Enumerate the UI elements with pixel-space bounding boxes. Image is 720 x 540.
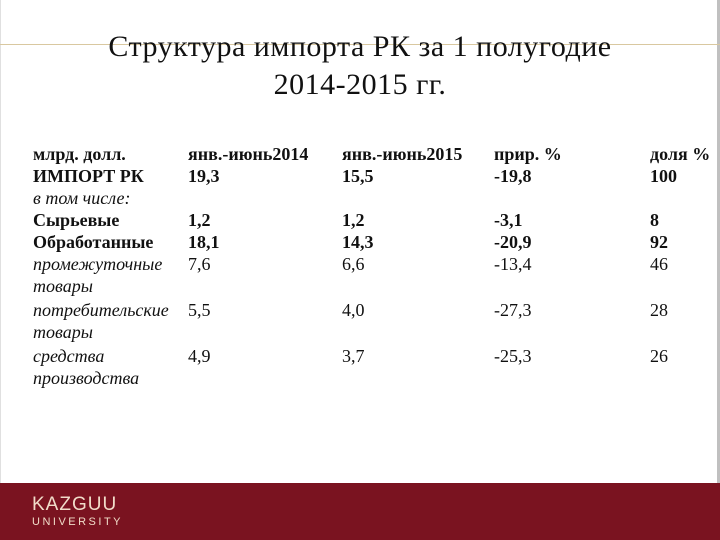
value-2015: 6,6 [342,254,365,274]
header-growth: прир. % [494,144,562,164]
table-row-total [33,165,720,187]
row-label: в том числе: [33,188,131,208]
import-structure-table [33,143,720,391]
value-share: 46 [650,254,668,274]
table-row-including [33,187,720,209]
value-2014: 18,1 [188,232,220,252]
value-2014: 7,6 [188,254,211,274]
logo-name: KAZGUU [32,494,118,515]
table-header-row [33,143,720,165]
value-2015: 1,2 [342,210,365,230]
value-share: 28 [650,300,668,320]
table-row-consumer [33,299,720,345]
value-growth: -20,9 [494,232,532,252]
kazguu-logo [32,495,123,529]
row-label: Сырьевые [33,210,120,230]
table-row-intermediate [33,253,720,299]
value-share: 8 [650,210,659,230]
value-share: 92 [650,232,668,252]
value-growth: -3,1 [494,210,523,230]
header-2014: янв.-июнь2014 [188,144,309,164]
value-2015: 14,3 [342,232,374,252]
table-row-raw [33,209,720,231]
value-growth: -27,3 [494,300,532,320]
title-line-2: 2014-2015 гг. [273,68,447,101]
row-label: Обработанные [33,232,154,252]
header-share: доля % [650,144,711,164]
value-2014: 19,3 [188,166,220,186]
table-row-capital-goods [33,345,720,391]
value-2014: 5,5 [188,300,211,320]
logo-subtitle: UNIVERSITY [32,516,124,528]
title-line-1: Структура импорта РК за 1 полугодие [108,30,612,63]
value-growth: -19,8 [494,166,532,186]
value-2014: 1,2 [188,210,211,230]
value-2015: 4,0 [342,300,365,320]
row-label: потребительские товары [33,300,169,342]
value-share: 26 [650,346,668,366]
value-2014: 4,9 [188,346,211,366]
value-growth: -13,4 [494,254,532,274]
header-2015: янв.-июнь2015 [342,144,463,164]
value-2015: 15,5 [342,166,374,186]
value-2015: 3,7 [342,346,365,366]
value-growth: -25,3 [494,346,532,366]
table-row-processed [33,231,720,253]
value-share: 100 [650,166,677,186]
slide-title [0,28,720,104]
row-label: средства производства [33,346,140,388]
row-label: промежуточные товары [33,254,163,296]
header-unit: млрд. долл. [33,144,126,164]
row-label: ИМПОРТ РК [33,166,144,186]
